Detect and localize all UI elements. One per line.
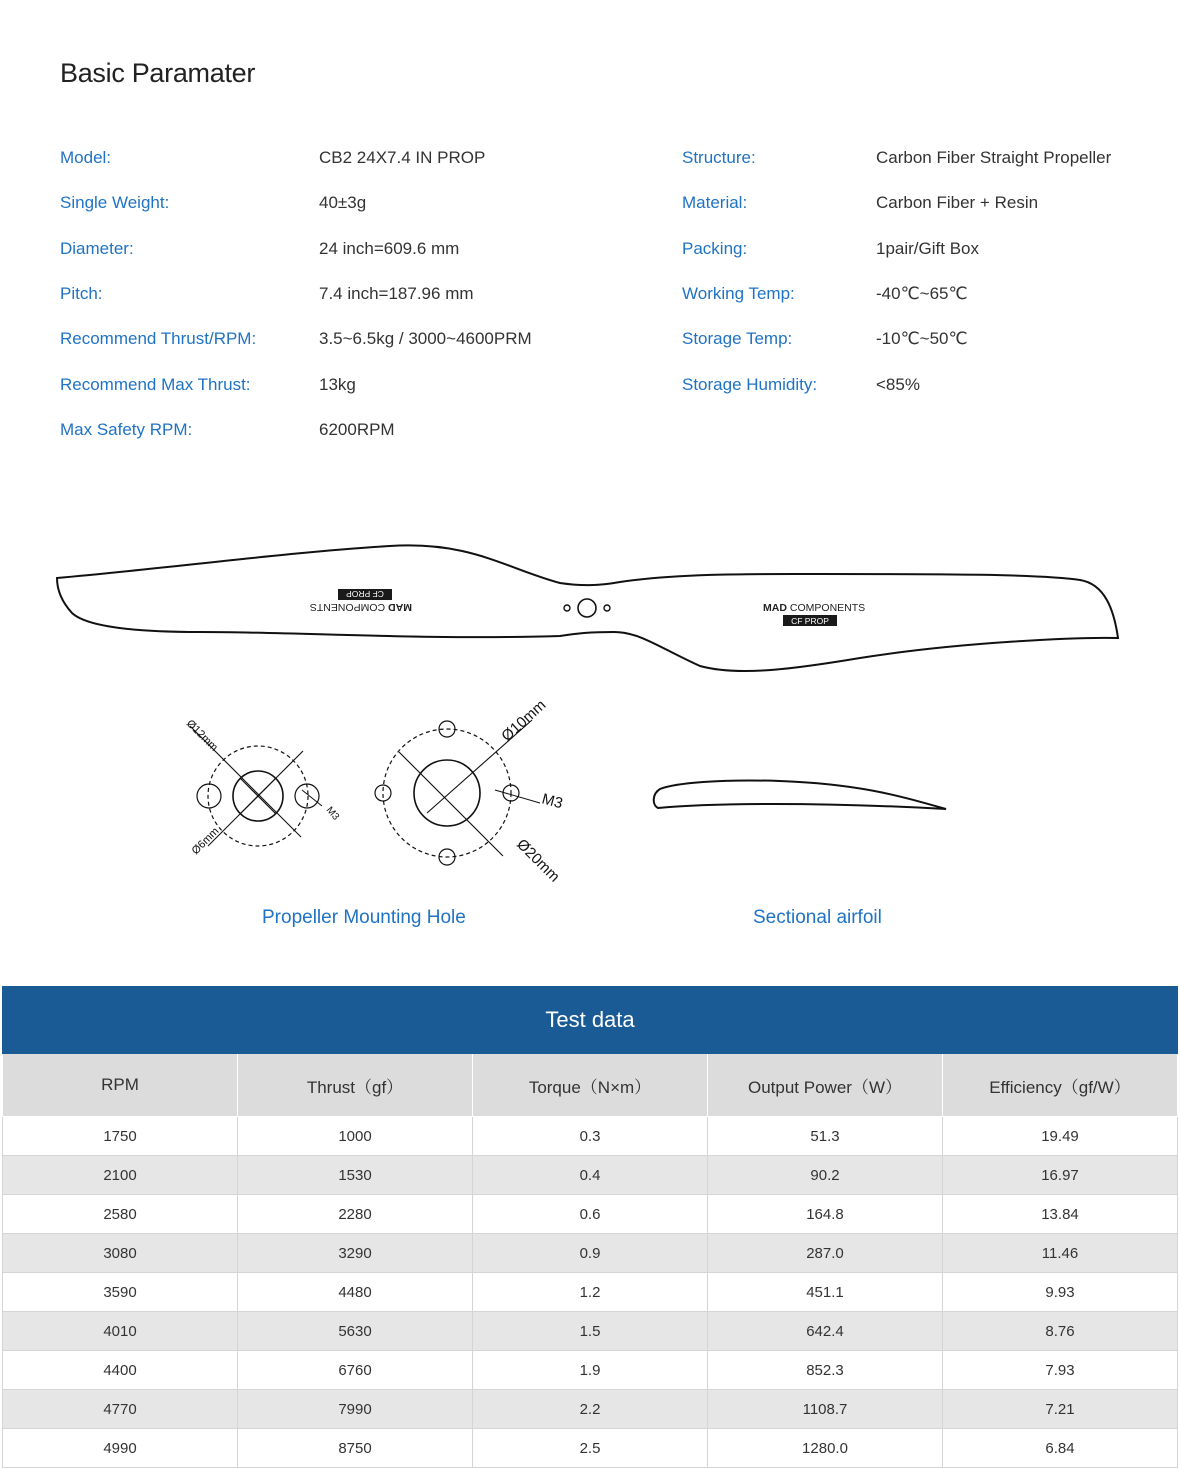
table-cell: 0.3 [473,1117,708,1156]
column-header: Thrust（gf） [238,1054,473,1117]
table-cell: 7990 [238,1390,473,1429]
param-label: Packing: [682,239,748,258]
table-cell: 16.97 [943,1156,1178,1195]
param-value: Carbon Fiber Straight Propeller [876,148,1112,167]
param-value: CB2 24X7.4 IN PROP [319,148,486,167]
test-data-table [2,986,1178,1468]
param-label: Storage Humidity: [682,375,818,394]
table-row [3,1390,1178,1429]
table-cell: 3590 [3,1273,238,1312]
table-cell: 5630 [238,1312,473,1351]
hub-hole [578,599,596,617]
table-cell: 90.2 [708,1156,943,1195]
table-row [3,1195,1178,1234]
param-label: Storage Temp: [682,329,793,348]
table-header-row [3,1054,1178,1117]
table-cell: 1750 [3,1117,238,1156]
dim-label-d6: Ø6mm [189,825,222,858]
svg-text:MADCOMPONENTS: MADCOMPONENTS [309,601,412,613]
table-cell: 852.3 [708,1351,943,1390]
dim-label-m3: M3 [539,790,565,813]
table-cell: 2580 [3,1195,238,1234]
param-label: Structure: [682,148,756,167]
table-cell: 6.84 [943,1429,1178,1468]
prop-logo-left [310,589,412,613]
param-value: 40±3g [319,193,367,212]
dim-label-m3-small: M3 [323,804,342,823]
param-value: 6200RPM [319,420,395,439]
table-cell: 451.1 [708,1273,943,1312]
table-cell: 4990 [3,1429,238,1468]
param-label: Diameter: [60,239,134,258]
table-cell: 642.4 [708,1312,943,1351]
table-cell: 8750 [238,1429,473,1468]
param-label: Single Weight: [60,193,170,212]
table-row [3,1351,1178,1390]
table-cell: 3290 [238,1234,473,1273]
table-cell: 51.3 [708,1117,943,1156]
technical-drawings [0,520,1180,900]
param-value: -40℃~65℃ [876,284,968,303]
param-value: <85% [876,375,920,394]
table-cell: 8.76 [943,1312,1178,1351]
table-cell: 1.9 [473,1351,708,1390]
param-value: Carbon Fiber + Resin [876,193,1039,212]
table-cell: 4480 [238,1273,473,1312]
table-cell: 1280.0 [708,1429,943,1468]
table-cell: 4010 [3,1312,238,1351]
table-cell: 1530 [238,1156,473,1195]
table-row [3,1429,1178,1468]
dim-label-d10: Ø10mm [498,696,550,745]
table-cell: 4770 [3,1390,238,1429]
table-cell: 164.8 [708,1195,943,1234]
table-cell: 0.9 [473,1234,708,1273]
param-label: Material: [682,193,748,212]
table-cell: 6760 [238,1351,473,1390]
caption-mounting-hole: Propeller Mounting Hole [262,907,466,928]
table-row [3,1312,1178,1351]
table-row [3,1117,1178,1156]
propeller-outline [57,545,1118,671]
test-data-title: Test data [2,986,1178,1054]
caption-sectional-airfoil: Sectional airfoil [753,907,882,928]
airfoil-section [654,780,946,809]
dim-label-d12: Ø12mm [183,717,221,754]
table-cell: 1.5 [473,1312,708,1351]
table-row [3,1273,1178,1312]
table-cell: 19.49 [943,1117,1178,1156]
param-label: Model: [60,148,112,167]
param-label: Recommend Max Thrust: [60,375,251,394]
param-value: 7.4 inch=187.96 mm [319,284,474,303]
param-label: Recommend Thrust/RPM: [60,329,257,348]
basic-parameters [0,0,1180,460]
prop-badge-text: CF PROP [791,616,829,626]
table-cell: 13.84 [943,1195,1178,1234]
hub-pin-hole [604,605,610,611]
table-cell: 1.2 [473,1273,708,1312]
param-value: 24 inch=609.6 mm [319,239,460,258]
column-header: Efficiency（gf/W） [943,1054,1178,1117]
table-cell: 4400 [3,1351,238,1390]
hub-pin-hole [564,605,570,611]
table-cell: 1108.7 [708,1390,943,1429]
dim-label-d20: Ø20mm [513,835,563,886]
table-cell: 2.2 [473,1390,708,1429]
column-header: Output Power（W） [708,1054,943,1117]
mount-diagram-large [375,720,540,865]
table-cell: 1000 [238,1117,473,1156]
table-cell: 0.4 [473,1156,708,1195]
param-label: Pitch: [60,284,103,303]
table-cell: 11.46 [943,1234,1178,1273]
table-row [3,1156,1178,1195]
column-header: Torque（N×m） [473,1054,708,1117]
param-value: -10℃~50℃ [876,329,968,348]
param-label: Max Safety RPM: [60,420,193,439]
table-cell: 287.0 [708,1234,943,1273]
prop-logo-right: MAD COMPONENTS [763,602,866,614]
svg-text:CF PROP: CF PROP [346,589,384,599]
page-title: Basic Paramater [60,58,256,88]
table-cell: 3080 [3,1234,238,1273]
param-label: Working Temp: [682,284,795,303]
table-cell: 7.21 [943,1390,1178,1429]
table-cell: 7.93 [943,1351,1178,1390]
table-cell: 2280 [238,1195,473,1234]
table-cell: 9.93 [943,1273,1178,1312]
table-cell: 2100 [3,1156,238,1195]
table-cell: 0.6 [473,1195,708,1234]
param-value: 13kg [319,375,356,394]
table-cell: 2.5 [473,1429,708,1468]
column-header: RPM [3,1054,238,1117]
test-data-grid [2,1054,1178,1468]
param-value: 3.5~6.5kg / 3000~4600PRM [319,329,532,348]
table-row [3,1234,1178,1273]
param-value: 1pair/Gift Box [876,239,979,258]
